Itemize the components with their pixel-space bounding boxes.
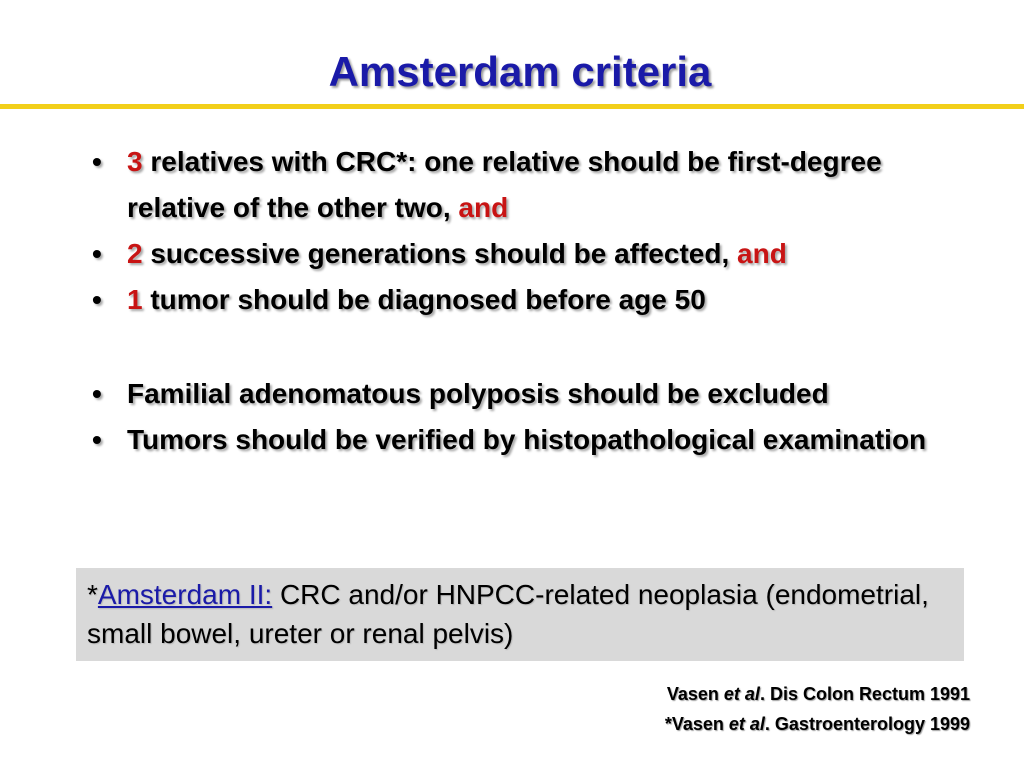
amsterdam-ii-note [76, 568, 964, 661]
criterion-number: 3 [127, 146, 143, 177]
criterion-generations [92, 231, 972, 277]
criterion-number: 1 [127, 284, 143, 315]
note-text: CRC and/or HNPCC-related neoplasia (endometrial, small bowel, ureter or renal pelvis) [87, 579, 929, 649]
criterion-text: Familial adenomatous polyposis should be excluded [127, 378, 829, 409]
note-label: Amsterdam II: [97, 579, 273, 610]
criterion-conjunction: and [737, 238, 787, 269]
criteria-list [92, 139, 972, 463]
criterion-age [92, 277, 972, 323]
note-asterisk: * [87, 579, 98, 610]
bullet-icon: • [92, 284, 102, 315]
criterion-histopathology [92, 417, 972, 463]
criterion-relatives [92, 139, 972, 231]
reference-author: *Vasen [664, 714, 729, 734]
bullet-icon: • [92, 146, 102, 177]
bullet-icon: • [92, 424, 102, 455]
reference-etal: et al [728, 714, 765, 734]
bullet-icon: • [92, 238, 102, 269]
reference-author: Vasen [666, 684, 724, 704]
bullet-icon: • [92, 378, 102, 409]
criterion-text: Tumors should be verified by histopathological examination [127, 424, 927, 455]
reference-journal: . Gastroenterology 1999 [764, 714, 970, 734]
criterion-text: relatives with CRC*: one relative should be first-degree relative of the other two, [127, 146, 882, 223]
criterion-text: tumor should be diagnosed before age 50 [142, 284, 706, 315]
slide-title: Amsterdam criteria [328, 48, 712, 95]
reference-journal: . Dis Colon Rectum 1991 [759, 684, 970, 704]
reference-1999 [665, 709, 970, 739]
criterion-text: successive generations should be affected, [142, 238, 738, 269]
criterion-fap-excluded [92, 371, 972, 417]
list-spacer [92, 323, 972, 371]
reference-1991 [665, 679, 970, 709]
reference-etal: et al [723, 684, 760, 704]
title-underline-rule [0, 104, 1024, 109]
references [665, 679, 970, 739]
criterion-conjunction: and [458, 192, 509, 223]
criterion-number: 2 [127, 238, 143, 269]
